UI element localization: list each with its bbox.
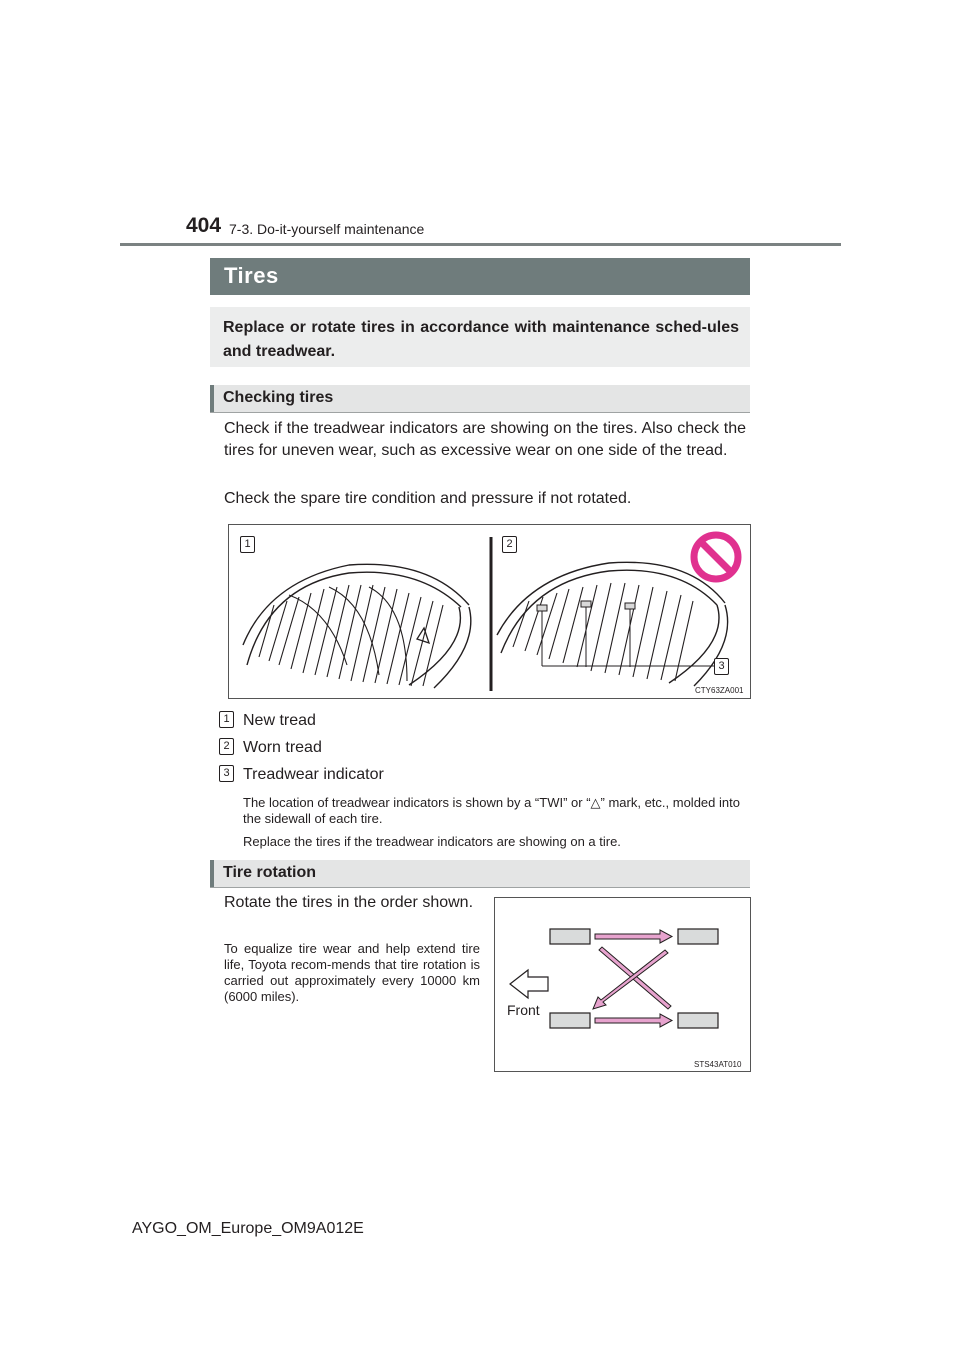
legend-num-2: 2 <box>219 738 234 755</box>
intro-box <box>210 307 750 367</box>
worn-tread-tire <box>497 562 728 686</box>
intro-text: Replace or rotate tires in accordance with maintenance sched-ules and treadwear. <box>223 319 739 360</box>
rotation-paragraph: Rotate the tires in the order shown. <box>224 894 474 911</box>
tire-rear-right <box>678 1013 718 1028</box>
rotation-arrows <box>593 930 672 1027</box>
treadwear-note-2: Replace the tires if the treadwear indicators are showing on a tire. <box>243 834 621 849</box>
checking-tires-heading <box>210 385 750 413</box>
tread-figure <box>228 524 751 699</box>
figure-code: CTY63ZA001 <box>695 686 744 695</box>
page-title-bar <box>210 258 750 295</box>
prohibit-icon <box>694 535 738 579</box>
page-number: 404 <box>186 214 222 237</box>
callout-new-tread: 1 <box>240 536 255 553</box>
rotation-note: To equalize tire wear and help extend tire life, Toyota recom-mends that tire rotation is carried out approximately every 10000 km (6000 miles). <box>224 941 480 1004</box>
legend-label-new-tread: New tread <box>243 712 316 729</box>
rotation-figure-code: STS43AT010 <box>694 1060 742 1069</box>
front-direction-arrow <box>510 970 548 998</box>
legend-num-3: 3 <box>219 765 234 782</box>
new-tread-tire <box>243 564 471 688</box>
tire-front-right <box>550 1013 590 1028</box>
legend-num-1: 1 <box>219 711 234 728</box>
tire-front-left <box>550 929 590 944</box>
rotation-diagram <box>495 898 750 1071</box>
header-divider <box>120 243 841 246</box>
rotation-figure <box>494 897 751 1072</box>
footer-doc-id: AYGO_OM_Europe_OM9A012E <box>132 1220 364 1237</box>
tire-rear-left <box>678 929 718 944</box>
section-breadcrumb: 7-3. Do-it-yourself maintenance <box>229 221 425 237</box>
checking-paragraph-2: Check the spare tire condition and pressure if not rotated. <box>224 490 632 507</box>
callout-treadwear-indicator: 3 <box>714 658 729 675</box>
checking-tires-heading-text: Checking tires <box>223 389 334 406</box>
checking-paragraph-1: Check if the treadwear indicators are showing on the tires. Also check the tires for uneven wear, such as excessive wear on one side of the tread. <box>224 420 746 459</box>
legend-label-worn-tread: Worn tread <box>243 739 322 756</box>
treadwear-note-1: The location of treadwear indicators is shown by a “TWI” or “△” mark, etc., molded into the sidewall of each tire. <box>243 795 740 826</box>
tire-rotation-heading <box>210 860 750 888</box>
tread-illustration <box>229 525 750 698</box>
callout-worn-tread: 2 <box>502 536 517 553</box>
front-label: Front <box>507 1002 540 1018</box>
legend-label-treadwear-indicator: Treadwear indicator <box>243 766 384 783</box>
tire-rotation-heading-text: Tire rotation <box>223 864 317 881</box>
page-title: Tires <box>224 263 279 288</box>
